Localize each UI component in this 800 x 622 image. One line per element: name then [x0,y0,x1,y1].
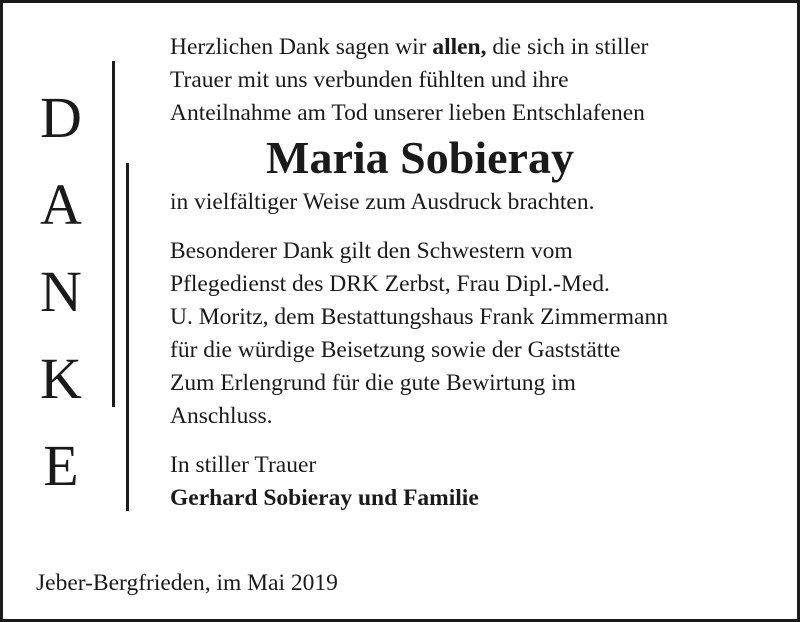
intro-line-3: Anteilnahme am Tod unserer lieben Entschlafenen [170,100,645,126]
danke-letter: N [40,259,82,324]
signer-name: Gerhard Sobieray und Familie [170,485,479,511]
danke-letter: A [40,172,82,237]
intro-bold-word: allen, [432,34,487,60]
intro-line-2: Trauer mit uns verbunden fühlten und ihre [170,67,569,93]
intro-text: Herzlichen Dank sagen wir [170,34,433,60]
spacer [170,219,780,235]
closing-line: In stiller Trauer [170,452,317,478]
intro-line-1 [170,31,780,64]
after-name-line: in vielfältiger Weise zum Ausdruck brachten. [170,189,595,215]
intro-text: die sich in stiller [486,34,649,60]
thanks-line: Pflegedienst des DRK Zerbst, Frau Dipl.-Med. [170,271,610,297]
danke-letter: E [43,433,79,498]
thanks-line: für die würdige Beisetzung sowie der Gaststätte [170,337,621,363]
thanks-line: Besonderer Dank gilt den Schwestern vom [170,238,573,264]
vertical-rule-right [126,163,129,511]
thanks-line: Zum Erlengrund für die gute Bewirtung im [170,370,576,396]
danke-letter: K [40,346,82,411]
danke-vertical-word [33,83,89,518]
spacer [170,433,780,449]
deceased-name: Maria Sobieray [266,132,574,183]
notice-body [170,31,780,515]
place-date: Jeber-Bergfrieden, im Mai 2019 [36,570,338,596]
danke-letter: D [40,85,82,150]
vertical-rule-left [112,61,115,407]
thanks-line: Anschluss. [170,403,273,429]
thanks-line: U. Moritz, dem Bestattungshaus Frank Zimmermann [170,304,668,330]
